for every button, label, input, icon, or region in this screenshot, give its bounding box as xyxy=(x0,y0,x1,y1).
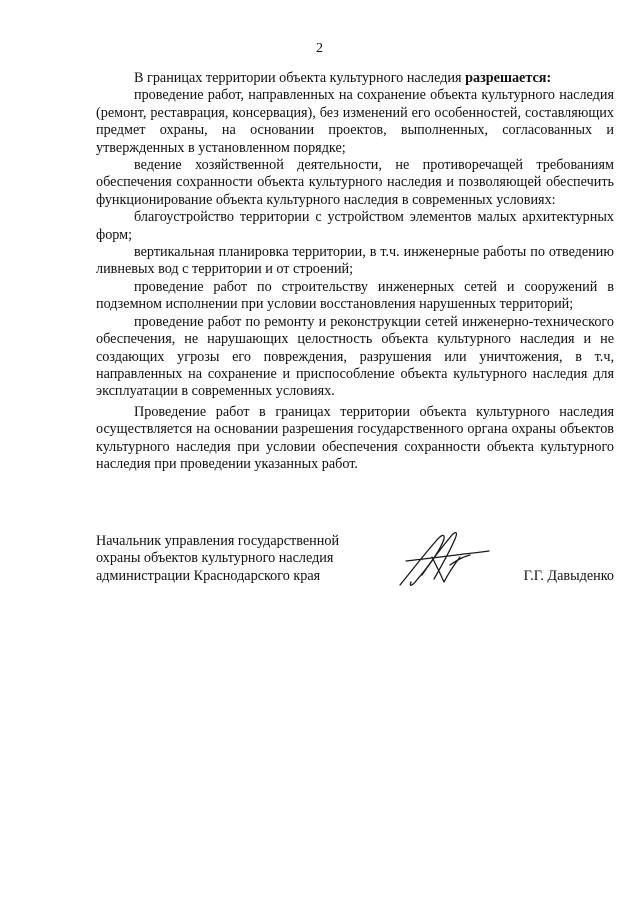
signatory-name: Г.Г. Давыденко xyxy=(523,567,614,584)
handwritten-signature xyxy=(392,527,492,589)
list-paragraph: благоустройство территории с устройством элементов малых архитектурных форм; xyxy=(96,209,614,243)
signature-block xyxy=(96,533,614,593)
list-paragraph: проведение работ по ремонту и реконструкции сетей инженерно-технического обеспечения, не нарушающих целостность объекта культурного наследия и не создающих угрозы его повреждения, разрушения или уничтожения, в т.ч, направленных на сохранение и приспособление объекта культурного наследия для эксплуатации в современных условиях. xyxy=(96,313,614,400)
list-paragraph: вертикальная планировка территории, в т.ч. инженерные работы по отведению ливневых вод с территории и от строений; xyxy=(96,244,614,278)
closing-paragraph: Проведение работ в границах территории объекта культурного наследия осуществляется на основании разрешения государственного органа охраны объектов культурного наследия при условии обеспечения сохранности объекта культурного наследия при проведении указанных работ. xyxy=(96,403,614,472)
signatory-position-line: администрации Краснодарского края xyxy=(96,567,321,584)
signatory-position-line: охраны объектов культурного наследия xyxy=(96,550,334,567)
intro-text: В границах территории объекта культурного наследия xyxy=(134,70,466,86)
list-paragraph: проведение работ по строительству инженерных сетей и сооружений в подземном исполнении при условии восстановления нарушенных территорий; xyxy=(96,278,614,313)
list-paragraph: проведение работ, направленных на сохранение объекта культурного наследия (ремонт, реставрация, консервация), без изменений его особенностей, составляющих предмет охраны, на основании проектов, выполненных, согласованных и утвержденных в установленном порядке; xyxy=(96,87,614,156)
page-number: 2 xyxy=(316,41,323,56)
signatory-position-line: Начальник управления государственной xyxy=(96,533,340,549)
document-body xyxy=(96,70,614,473)
signatory-position xyxy=(96,533,376,585)
list-paragraph: ведение хозяйственной деятельности, не противоречащей требованиям обеспечения сохранности объекта культурного наследия и позволяющей обеспечить функционирование объекта культурного наследия в современных условиях: xyxy=(96,157,614,208)
intro-paragraph xyxy=(96,70,614,87)
intro-bold-text: разрешается: xyxy=(465,70,552,86)
